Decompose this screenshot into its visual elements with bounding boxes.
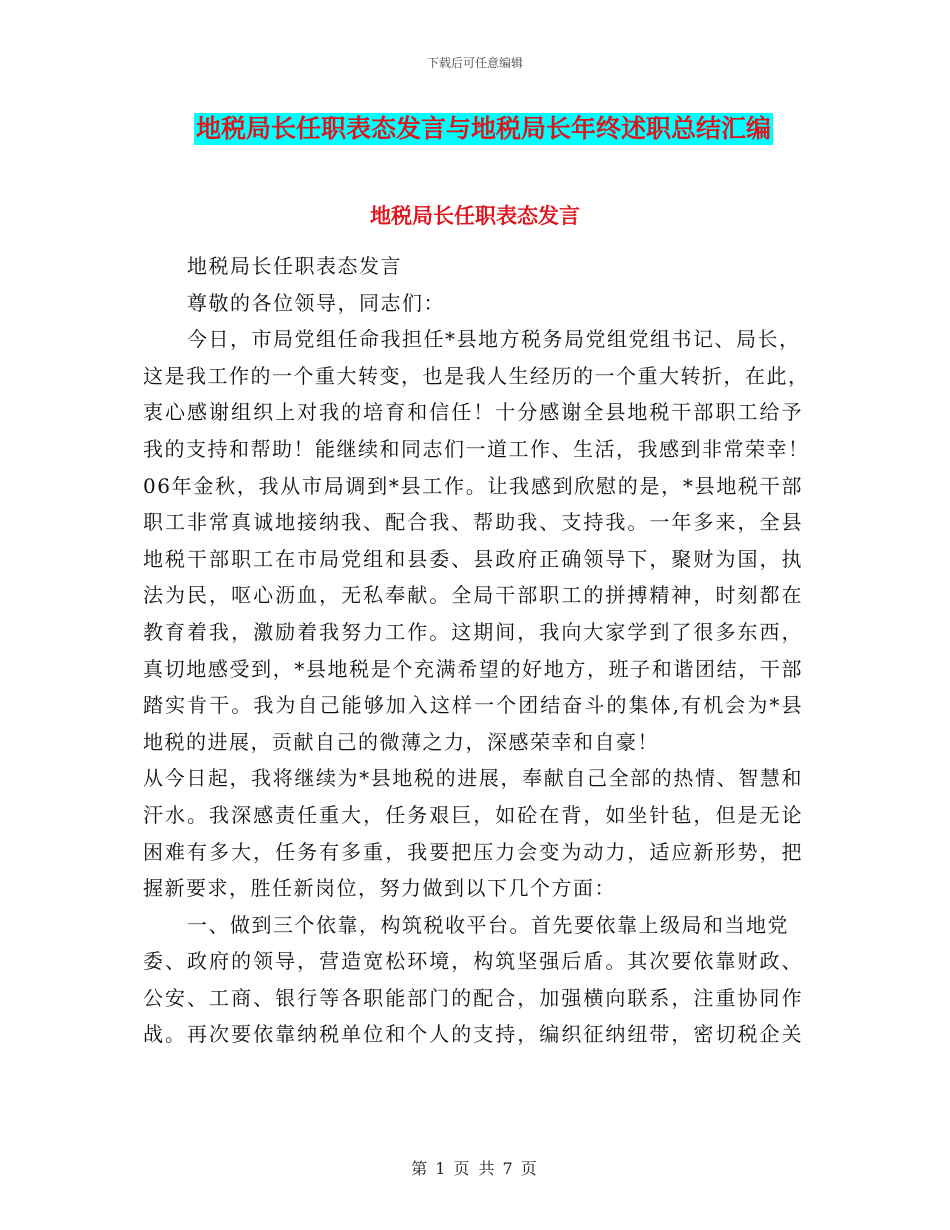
text-line: 教育着我，激励着我努力工作。这期间，我向大家学到了很多东西，: [143, 619, 803, 644]
text-line: 汗水。我深感责任重大，任务艰巨，如砼在背，如坐针毡，但是无论: [143, 802, 803, 827]
text-line: 地税的进展，贡献自己的微薄之力，深感荣幸和自豪！: [143, 729, 659, 754]
footer-prefix: 第: [411, 1159, 430, 1178]
text-line: 地税干部职工在市局党组和县委、县政府正确领导下，聚财为国，执: [143, 546, 803, 571]
text-line: 从今日起，我将继续为*县地税的进展，奉献自己全部的热情、智慧和: [143, 766, 803, 791]
text-line: 今日，市局党组任命我担任*县地方税务局党组党组书记、局长，: [187, 327, 801, 352]
text-line: 委、政府的领导，营造宽松环境，构筑坚强后盾。其次要依靠财政、: [143, 949, 803, 974]
text-line: 一、做到三个依靠，构筑税收平台。首先要依靠上级局和当地党: [187, 912, 789, 937]
text-line: 这是我工作的一个重大转变，也是我人生经历的一个重大转折，在此，: [143, 363, 810, 388]
section-title: 地税局长任职表态发言: [370, 204, 580, 228]
text-line: 地税局长任职表态发言: [187, 254, 402, 278]
page-number: 1: [435, 1159, 448, 1178]
page-footer: [0, 1156, 950, 1179]
text-line: 握新要求，胜任新岗位，努力做到以下几个方面：: [143, 876, 616, 901]
text-line: 法为民，呕心沥血，无私奉献。全局干部职工的拼搏精神，时刻都在: [143, 583, 803, 608]
text-line: 踏实肯干。我为自己能够加入这样一个团结奋斗的集体,有机会为*县: [143, 693, 803, 718]
text-line: 战。再次要依靠纳税单位和个人的支持，编织征纳纽带，密切税企关: [143, 1022, 803, 1047]
footer-suffix: 页: [520, 1159, 539, 1178]
page-total: 7: [502, 1159, 515, 1178]
body-text: [143, 248, 810, 1053]
document-main-title: 地税局长任职表态发言与地税局长年终述职总结汇编: [196, 114, 772, 143]
text-line: 真切地感受到，*县地税是个充满希望的好地方，班子和谐团结，干部: [143, 656, 803, 681]
text-line: 公安、工商、银行等各职能部门的配合，加强横向联系，注重协同作: [143, 985, 803, 1010]
text-line: 衷心感谢组织上对我的培育和信任！十分感谢全县地税干部职工给予: [143, 400, 803, 425]
footer-middle: 页 共: [453, 1159, 497, 1178]
text-line: 尊敬的各位领导，同志们：: [187, 290, 445, 315]
header-note: 下载后可任意编辑: [426, 56, 523, 70]
text-line: 06年金秋，我从市局调到*县工作。让我感到欣慰的是，*县地税干部: [143, 473, 803, 498]
text-line: 我的支持和帮助！能继续和同志们一道工作、生活，我感到非常荣幸！: [143, 436, 810, 461]
text-line: 职工非常真诚地接纳我、配合我、帮助我、支持我。一年多来，全县: [143, 510, 803, 535]
text-line: 困难有多大，任务有多重，我要把压力会变为动力，适应新形势，把: [143, 839, 803, 864]
